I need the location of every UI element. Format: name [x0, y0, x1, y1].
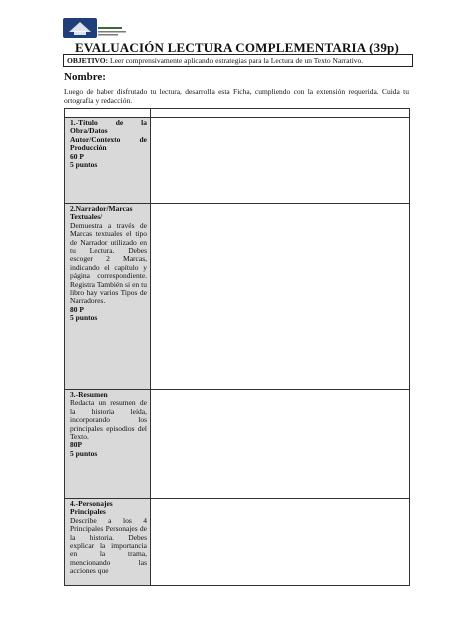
section-label-cell: [65, 499, 151, 586]
table-header-row: [65, 109, 410, 118]
section-title: 2.Narrador/Marcas Textuales/: [70, 204, 133, 222]
answer-cell-narrador[interactable]: [151, 204, 410, 390]
section-points-value: 5 puntos: [70, 448, 98, 458]
form-row-personajes: [65, 499, 410, 586]
section-label-cell: [65, 204, 151, 390]
objective-text: Leer comprensivamente aplicando estrategias para la Lectura de un Texto Narrativo.: [108, 56, 364, 65]
form-row-titulo: [65, 118, 410, 204]
page-title: EVALUACIÓN LECTURA COMPLEMENTARIA (39p): [74, 40, 400, 55]
objective-box: [63, 54, 413, 67]
answer-cell-titulo[interactable]: [151, 118, 410, 204]
evaluation-form-table: [64, 108, 410, 586]
section-instructions: Describe a los 4 Principales Personajes de la historia. Debes explicar la importancia en la trama, mencionando las acciones que: [70, 515, 147, 576]
section-points: 60 P: [70, 151, 84, 161]
answer-cell-personajes[interactable]: [151, 499, 410, 586]
form-row-resumen: [65, 390, 410, 499]
section-instructions: Redacta un resumen de la historia leída, incorporando los principales episodios del Texto.: [70, 398, 147, 442]
section-title: 3.-Resumen: [70, 390, 108, 399]
section-label-cell: [65, 390, 151, 499]
school-crest-icon: [63, 18, 97, 38]
section-points-value: 5 puntos: [70, 160, 98, 170]
section-title: 4.-Personajes Principales: [70, 499, 113, 517]
nombre-label: Nombre:: [64, 71, 106, 83]
section-title: 1.-Título de la Obra/Datos Autor/Contexto de Producción: [70, 118, 147, 153]
section-points: 80 P: [70, 304, 84, 314]
section-points-value: 5 puntos: [70, 313, 98, 323]
section-instructions: Demuestra a través de Marcas textuales el tipo de Narrador utilizado en tu Lectura. Debes escoger 2 Marcas, indicando el capítulo y página correspondiente. Registra También si en tu libro hay varios Tipos de Narradores.: [70, 220, 147, 306]
section-label-cell: [65, 118, 151, 204]
section-points: 80P: [70, 440, 83, 450]
answer-cell-resumen[interactable]: [151, 390, 410, 499]
logo-caption: [98, 24, 128, 38]
intro-text: Luego de haber disfrutado tu lectura, desarrolla esta Ficha, cumpliendo con la extensión requerida. Cuida tu ortografía y redacción.: [64, 87, 409, 105]
form-row-narrador: [65, 204, 410, 390]
objective-label: OBJETIVO:: [67, 56, 109, 65]
